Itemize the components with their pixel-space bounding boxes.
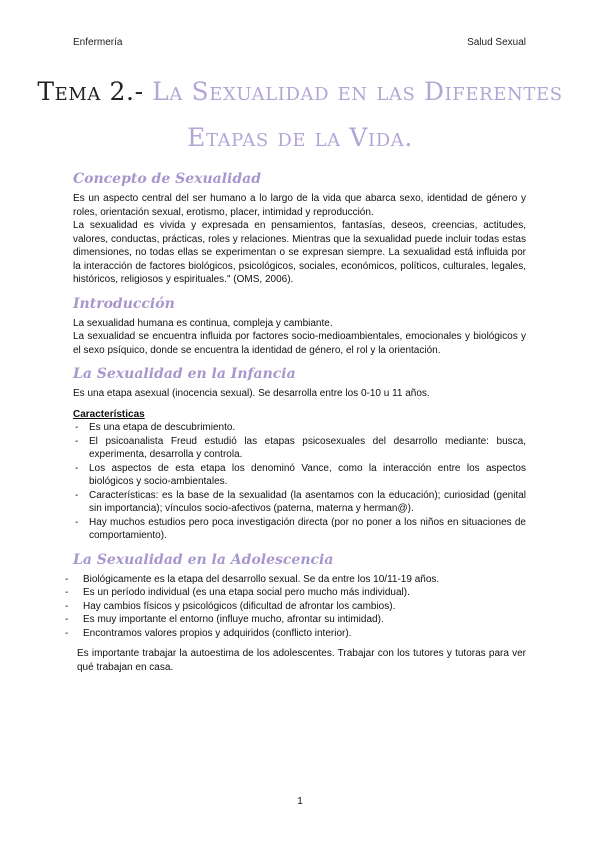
dash-bullet-icon: -	[65, 614, 69, 625]
list-item-text: Biológicamente es la etapa del desarrollo sexual. Se da entre los 10/11-19 años.	[83, 573, 440, 585]
title-prefix: Tema 2.-	[37, 77, 153, 106]
section-concepto	[73, 169, 526, 287]
list-item	[73, 421, 526, 435]
list-item-text: Es muy importante el entorno (influye mucho, afrontar su intimidad).	[83, 614, 384, 625]
dash-bullet-icon: -	[65, 573, 69, 585]
dash-bullet-icon: -	[75, 462, 79, 474]
section-heading-infancia: La Sexualidad en la Infancia	[73, 366, 296, 382]
list-item-text: Es un período individual (es una etapa social pero mucho más individual).	[83, 587, 410, 598]
concepto-paragraph-2: La sexualidad es vivida y expresada en pensamientos, fantasías, deseos, creencias, actitudes, valores, conductas, prácticas, roles y relaciones. Mientras que la sexualidad puede incluir todas estas dimensiones, no todas ellas se experimentan o se expresan siempre. La sexualidad está influida por la interacción de factores biológicos, psicológicos, sociales, económicos, políticos, culturales, legales, históricos, religiosos y espirituales." (OMS, 2006).	[73, 220, 526, 285]
list-item-text: Los aspectos de esta etapa los denominó Vance, como la interacción entre los aspectos biológicos y socio-ambientales.	[89, 462, 526, 487]
document-body	[65, 169, 526, 674]
list-item	[63, 600, 526, 614]
document-title-line-1	[0, 79, 600, 104]
dash-bullet-icon: -	[65, 600, 69, 612]
dash-bullet-icon: -	[65, 627, 69, 639]
list-item-text: Es una etapa de descubrimiento.	[89, 422, 236, 433]
list-item-text: Encontramos valores propios y adquiridos (conflicto interior).	[83, 627, 352, 639]
list-item	[63, 627, 526, 641]
list-item	[73, 462, 526, 489]
concepto-paragraph-1: Es un aspecto central del ser humano a lo largo de la vida que abarca sexo, identidad de género y roles, orientación sexual, erotismo, placer, intimidad y reproducción.	[73, 193, 526, 218]
dash-bullet-icon: -	[75, 422, 79, 433]
section-heading-introduccion: Introducción	[73, 295, 175, 312]
adolescencia-list	[63, 573, 526, 641]
introduccion-paragraph-1: La sexualidad humana es continua, compleja y cambiante.	[73, 317, 333, 329]
document-title-line-2: Etapas de la Vida.	[187, 123, 413, 152]
section-infancia	[73, 364, 526, 543]
dash-bullet-icon: -	[65, 587, 69, 598]
introduccion-paragraph-2: La sexualidad se encuentra influida por factores socio-medioambientales, emocionales y biológicos y el sexo psíquico, donde se encuentra la identidad de género, el rol y la orientación.	[73, 331, 526, 356]
list-item-text: Hay cambios físicos y psicológicos (dificultad de afrontar los cambios).	[83, 600, 396, 612]
list-item-text: Características: es la base de la sexualidad (la asentamos con la educación); curiosidad (genital sin importancia); vínculos socio-afectivos (paterna, materna y herman@).	[89, 489, 526, 514]
list-item	[73, 489, 526, 516]
section-adolescencia	[65, 550, 526, 675]
dash-bullet-icon: -	[75, 516, 79, 528]
list-item	[73, 435, 526, 462]
infancia-subheading: Características	[73, 408, 145, 420]
list-item-text: El psicoanalista Freud estudió las etapas psicosexuales del desarrollo mediante: busca, experimenta, desarrolla y controla.	[89, 435, 526, 460]
section-heading-concepto: Concepto de Sexualidad	[73, 171, 262, 187]
adolescencia-closing-paragraph: Es importante trabajar la autoestima de los adolescentes. Trabajar con los tutores y tutoras para ver qué trabajan en casa.	[77, 648, 526, 673]
dash-bullet-icon: -	[75, 435, 79, 447]
list-item	[63, 613, 526, 627]
section-introduccion	[73, 294, 526, 358]
page-number: 1	[297, 796, 303, 807]
infancia-list	[73, 421, 526, 543]
section-heading-adolescencia: La Sexualidad en la Adolescencia	[73, 551, 334, 568]
list-item	[63, 586, 526, 600]
header-left: Enfermería	[73, 37, 123, 48]
list-item-text: Hay muchos estudios pero poca investigación directa (por no poner a los niños en situaciones de comportamiento).	[89, 516, 526, 541]
title-main: La Sexualidad en las Diferentes	[152, 77, 563, 106]
list-item	[63, 573, 526, 587]
infancia-paragraph-1: Es una etapa asexual (inocencia sexual). Se desarrolla entre los 0-10 u 11 años.	[73, 388, 430, 399]
dash-bullet-icon: -	[75, 489, 79, 501]
header-right: Salud Sexual	[467, 37, 526, 48]
list-item	[73, 516, 526, 543]
